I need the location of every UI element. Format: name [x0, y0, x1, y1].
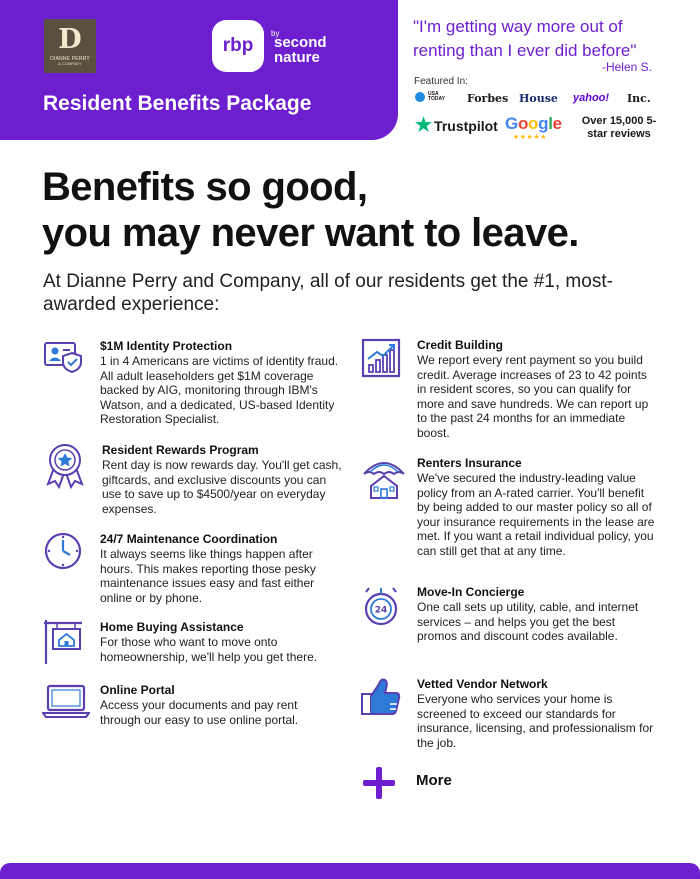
benefit-desc: Access your documents and pay rent through our easy to use online portal.	[100, 698, 299, 727]
second-nature-logo: second nature	[274, 34, 327, 66]
inc-logo: Inc.	[627, 92, 651, 105]
yahoo-logo: yahoo!	[573, 92, 610, 104]
benefit-desc: One call sets up utility, cable, and internet services – and helps you get the best promos and discount codes available.	[417, 600, 639, 644]
benefit-desc: 1 in 4 Americans are victims of identity fraud. All adult leaseholders get $1M coverage backed by AIG, monitoring through IBM's Watson, and a dedicated, US-based Identity Restoration Specialist.	[100, 354, 339, 427]
more-link[interactable]: More	[416, 772, 452, 789]
intro-text: At Dianne Perry and Company, all of our residents get the #1, most-awarded experience:	[43, 271, 613, 315]
trustpilot-text: Trustpilot	[434, 118, 498, 134]
logo-name: DIANNE PERRY	[50, 56, 90, 62]
headline-line-1: Benefits so good,	[42, 165, 368, 209]
house-logo: House	[519, 92, 558, 105]
google-logo	[505, 114, 562, 134]
benefit-maintenance	[42, 530, 342, 610]
benefit-title: 24/7 Maintenance Coordination	[100, 532, 278, 546]
headline	[42, 164, 682, 256]
forbes-logo: Forbes	[467, 92, 509, 105]
benefit-online-portal	[42, 682, 342, 732]
benefit-title: $1M Identity Protection	[100, 339, 233, 353]
award-ribbon-icon	[42, 440, 88, 490]
testimonial-quote: "I'm getting way more out of renting than I ever did before"	[413, 17, 637, 60]
benefit-move-in-concierge	[360, 582, 660, 662]
trustpilot-star-icon: ★	[415, 115, 433, 136]
reviews-count: Over 15,000 5-star reviews	[581, 115, 657, 140]
thumbs-up-icon	[360, 674, 404, 720]
headline-line-2: you may never want to leave.	[42, 211, 579, 255]
package-title: Resident Benefits Package	[43, 92, 312, 115]
credit-chart-icon	[360, 337, 402, 379]
google-letter: G	[505, 114, 518, 133]
google-rating-stars: ★★★★★	[513, 134, 547, 141]
svg-text:24: 24	[374, 605, 388, 616]
house-sign-icon	[42, 618, 88, 666]
benefit-home-buying	[42, 618, 342, 668]
benefit-desc: Everyone who services your home is screened to exceed our standards for insurance, licensing, and professionalism for the job.	[417, 692, 654, 750]
benefit-credit-building	[360, 337, 660, 440]
umbrella-house-icon	[360, 454, 408, 502]
rbp-by-text: by	[271, 29, 280, 38]
usa-today-text: USA TODAY	[428, 91, 445, 102]
benefit-vendor-network	[360, 674, 660, 754]
usa-today-logo	[415, 92, 448, 102]
trustpilot-logo	[415, 117, 498, 135]
benefit-title: Vetted Vendor Network	[417, 677, 548, 691]
clock-icon	[42, 530, 84, 572]
benefit-title: Home Buying Assistance	[100, 620, 244, 634]
featured-label: Featured In:	[414, 76, 468, 87]
google-letter: e	[552, 114, 562, 133]
usa-today-dot-icon	[415, 92, 425, 102]
identity-shield-icon	[42, 337, 88, 377]
google-letter: o	[517, 114, 529, 133]
rbp-logo: rbp	[212, 20, 264, 72]
dianne-perry-logo	[44, 19, 96, 73]
google-letter: g	[538, 114, 549, 133]
google-letter: l	[548, 114, 553, 133]
more-plus-icon[interactable]	[363, 767, 395, 799]
footer-band	[0, 863, 700, 879]
benefit-identity-protection	[42, 337, 342, 427]
google-letter: o	[528, 114, 539, 133]
benefit-title: Online Portal	[100, 683, 175, 697]
benefit-renters-insurance	[360, 454, 660, 574]
logo-sub: & COMPANY	[58, 62, 82, 66]
benefit-title: Renters Insurance	[417, 456, 522, 470]
benefit-desc: It always seems like things happen after hours. This makes reporting those pesky maintenance issues easy and fast either online or by phone.	[100, 547, 316, 605]
benefit-desc: Rent day is now rewards day. You'll get cash, giftcards, and exclusive discounts you can use to save up to $4500/year on everyday expenses.	[102, 458, 342, 516]
testimonial-author: -Helen S.	[601, 60, 652, 74]
benefit-desc: For those who want to move onto homeownership, we'll help you get there.	[100, 635, 318, 664]
benefit-title: Credit Building	[417, 338, 503, 352]
benefit-desc: We report every rent payment so you build credit. Average increases of 23 to 42 points in resident scores, so you can qualify for more and save hundreds. We can report up to the past 24 months for an immediate boost.	[417, 353, 649, 440]
logo-letter: D	[58, 24, 82, 55]
concierge-clock-icon	[360, 582, 402, 630]
benefit-resident-rewards	[42, 440, 342, 520]
laptop-icon	[42, 682, 90, 720]
benefit-desc: We've secured the industry-leading value policy from an A-rated carrier. You'll benefit by being added to our master policy so all of your insurance requirements in the lease are met. If you want a retail individual policy, you can still get that at any time.	[417, 471, 655, 558]
benefit-title: Move-In Concierge	[417, 585, 525, 599]
benefit-title: Resident Rewards Program	[102, 443, 259, 457]
